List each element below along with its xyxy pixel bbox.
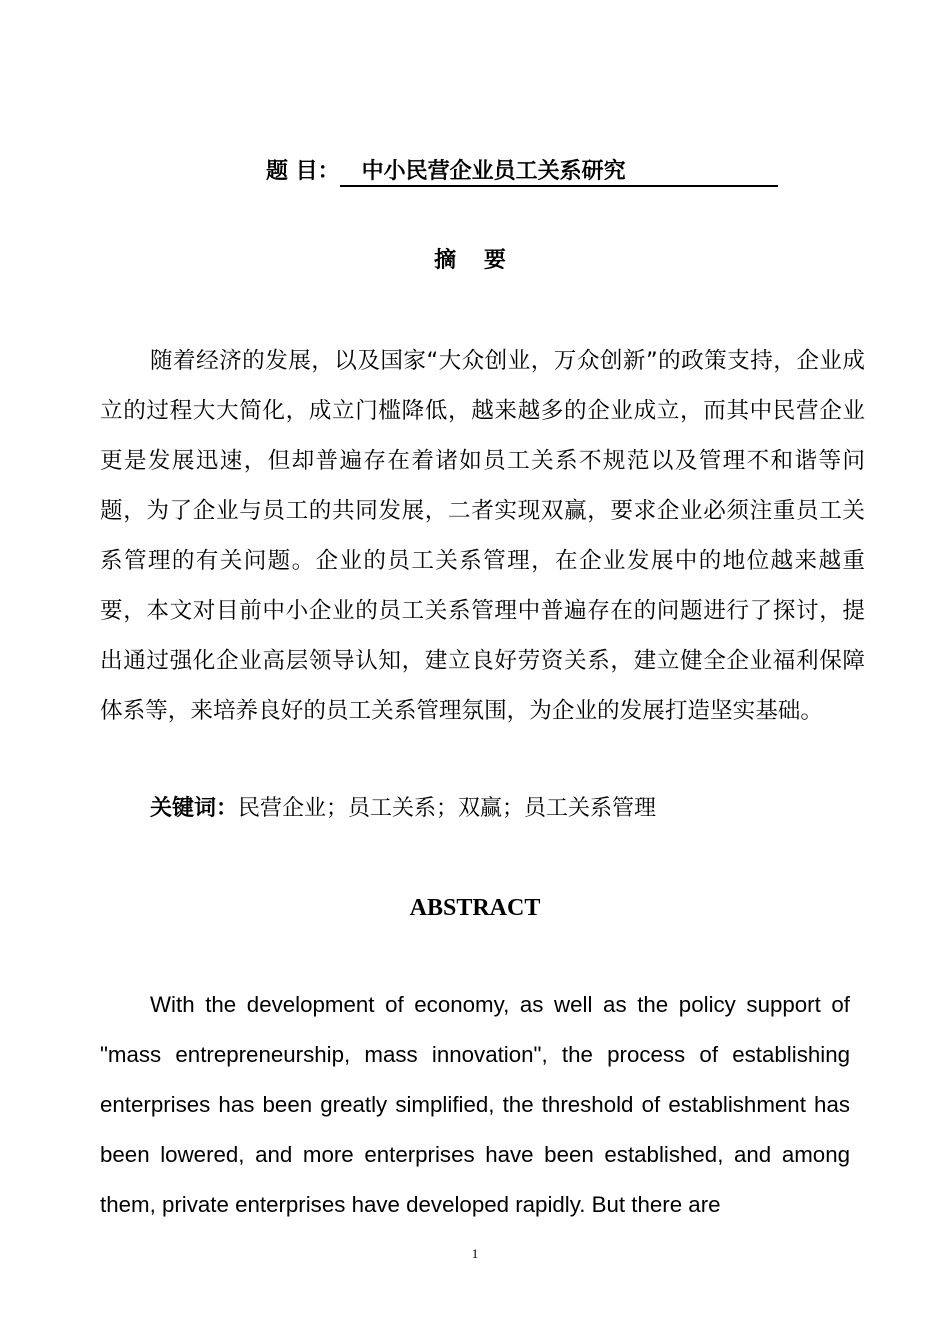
thesis-title [266, 156, 778, 188]
abstract-en-heading: ABSTRACT [409, 895, 541, 921]
abstract-en-body: With the development of economy, as well as the policy support of "mass entrepreneurship, mass innovation", the process of establishing enterprises has been greatly simplified, the threshold of establishment has been lowered, and more enterprises have been established, and among them, private enterprises have developed rapidly. But there are [100, 992, 850, 1217]
title-value: 中小民营企业员工关系研究 [340, 159, 778, 187]
keywords-value: 民营企业；员工关系；双赢；员工关系管理 [238, 796, 657, 821]
keywords-label: 关键词： [150, 796, 239, 821]
abstract-cn-heading: 摘 要 [434, 248, 516, 273]
page-number: 1 [471, 1246, 479, 1261]
abstract-cn-body: 随着经济的发展，以及国家“大众创业，万众创新”的政策支持，企业成立的过程大大简化，成立门槛降低，越来越多的企业成立，而其中民营企业更是发展迅速，但却普遍存在着诸如员工关系不规范以及管理不和谐等问题，为了企业与员工的共同发展，二者实现双赢，要求企业必须注重员工关系管理的有关问题。企业的员工关系管理，在企业发展中的地位越来越重要，本文对目前中小企业的员工关系管理中普遍存在的问题进行了探讨，提出通过强化企业高层领导认知，建立良好劳资关系，建立健全企业福利保障体系等，来培养良好的员工关系管理氛围，为企业的发展打造坚实基础。 [100, 348, 865, 724]
title-label: 题 目： [266, 159, 340, 184]
keywords-line [150, 784, 656, 834]
